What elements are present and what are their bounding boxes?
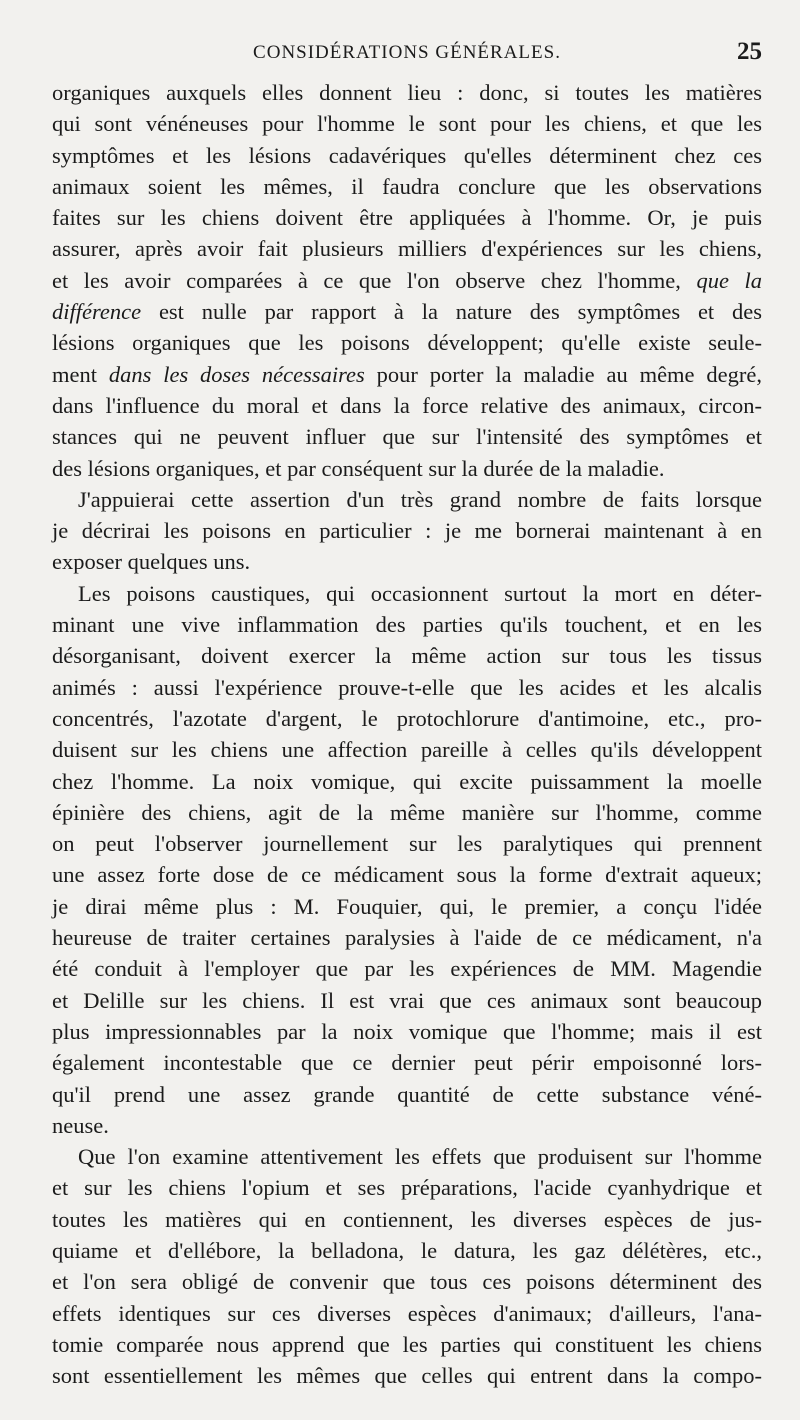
text-line	[52, 640, 762, 671]
text-line	[52, 985, 762, 1016]
text-segment: lésions organiques que les poisons développent; qu'elle existe seule-	[52, 330, 762, 356]
text-segment: été conduit à l'employer que par les expériences de MM. Magendie	[52, 956, 762, 982]
text-line	[52, 953, 762, 984]
text-line	[52, 265, 762, 296]
text-segment: également incontestable que ce dernier peut périr empoisonné lors-	[52, 1050, 762, 1076]
text-segment: dans l'influence du moral et dans la force relative des animaux, circon-	[52, 392, 762, 418]
text-line	[52, 546, 762, 577]
text-line	[52, 672, 762, 703]
text-segment: symptômes et les lésions cadavériques qu'elles déterminent chez ces	[52, 142, 762, 168]
italic-segment: que la	[696, 267, 762, 293]
text-line	[52, 296, 762, 327]
text-segment: concentrés, l'azotate d'argent, le protochlorure d'antimoine, etc., pro-	[52, 705, 762, 731]
text-segment: minant une vive inflammation des parties qu'ils touchent, et en les	[52, 612, 762, 638]
text-line	[52, 1141, 762, 1172]
text-segment: animaux soient les mêmes, il faudra conclure que les observations	[52, 173, 762, 199]
italic-segment: différence	[52, 299, 142, 325]
text-line	[52, 703, 762, 734]
text-line	[52, 1172, 762, 1203]
text-segment: plus impressionnables par la noix vomique que l'homme; mais il est	[52, 1018, 762, 1044]
text-segment: qu'il prend une assez grande quantité de cette substance véné-	[52, 1081, 762, 1107]
text-line	[52, 1329, 762, 1360]
text-line	[52, 891, 762, 922]
text-segment: est nulle par rapport à la nature des symptômes et des	[141, 299, 762, 325]
text-line	[52, 1266, 762, 1297]
text-segment: des lésions organiques, et par conséquent sur la durée de la maladie.	[52, 455, 665, 481]
text-line	[52, 140, 762, 171]
text-line	[52, 1079, 762, 1110]
text-line	[52, 1298, 762, 1329]
text-line	[52, 327, 762, 358]
text-line	[52, 1204, 762, 1235]
text-line	[52, 108, 762, 139]
text-segment: et Delille sur les chiens. Il est vrai que ces animaux sont beaucoup	[52, 987, 762, 1013]
running-title: CONSIDÉRATIONS GÉNÉRALES.	[253, 42, 561, 63]
text-line	[52, 797, 762, 828]
text-segment: animés : aussi l'expérience prouve-t-elle que les acides et les alcalis	[52, 674, 762, 700]
text-line	[52, 1360, 762, 1391]
text-segment: neuse.	[52, 1112, 109, 1138]
text-segment: sont essentiellement les mêmes que celles qui entrent dans la compo-	[52, 1363, 762, 1389]
text-segment: duisent sur les chiens une affection pareille à celles qu'ils développent	[52, 737, 762, 763]
text-line	[52, 359, 762, 390]
text-line	[52, 484, 762, 515]
text-line	[52, 515, 762, 546]
text-segment: chez l'homme. La noix vomique, qui excite puissamment la moelle	[52, 768, 762, 794]
page-header	[52, 38, 762, 74]
text-line	[52, 390, 762, 421]
text-segment: organiques auxquels elles donnent lieu : donc, si toutes les matières	[52, 80, 762, 105]
text-line	[52, 578, 762, 609]
text-line	[52, 421, 762, 452]
text-segment: effets identiques sur ces diverses espèces d'animaux; d'ailleurs, l'ana-	[52, 1300, 762, 1326]
text-segment: épinière des chiens, agit de la même manière sur l'homme, comme	[52, 799, 762, 825]
text-segment: assurer, après avoir fait plusieurs milliers d'expériences sur les chiens,	[52, 236, 762, 262]
text-line	[52, 453, 762, 484]
text-line	[52, 859, 762, 890]
text-line	[52, 1047, 762, 1078]
text-segment: désorganisant, doivent exercer la même action sur tous les tissus	[52, 643, 762, 669]
text-segment: exposer quelques uns.	[52, 549, 251, 575]
text-line	[52, 766, 762, 797]
text-segment: faites sur les chiens doivent être appliquées à l'homme. Or, je puis	[52, 205, 762, 231]
text-line	[52, 1110, 762, 1141]
page-number: 25	[737, 38, 762, 65]
text-segment: ment	[52, 361, 109, 387]
text-line	[52, 171, 762, 202]
text-segment: on peut l'observer journellement sur les paralytiques qui prennent	[52, 831, 762, 857]
text-segment: Que l'on examine attentivement les effets que produisent sur l'homme	[78, 1144, 762, 1170]
text-segment: toutes les matières qui en contiennent, les diverses espèces de jus-	[52, 1206, 762, 1232]
text-segment: J'appuierai cette assertion d'un très grand nombre de faits lorsque	[78, 486, 762, 512]
text-segment: je dirai même plus : M. Fouquier, qui, le premier, a conçu l'idée	[52, 893, 762, 919]
text-line	[52, 1016, 762, 1047]
text-line	[52, 734, 762, 765]
text-line	[52, 828, 762, 859]
text-line	[52, 609, 762, 640]
text-segment: une assez forte dose de ce médicament sous la forme d'extrait aqueux;	[52, 862, 762, 888]
text-line	[52, 77, 762, 108]
text-line	[52, 922, 762, 953]
text-segment: qui sont vénéneuses pour l'homme le sont pour les chiens, et que les	[52, 111, 762, 137]
text-segment: quiame et d'ellébore, la belladona, le datura, les gaz délétères, etc.,	[52, 1237, 762, 1263]
text-segment: stances qui ne peuvent influer que sur l'intensité des symptômes et	[52, 424, 762, 450]
text-segment: tomie comparée nous apprend que les parties qui constituent les chiens	[52, 1331, 762, 1357]
text-segment: Les poisons caustiques, qui occasionnent surtout la mort en déter-	[78, 580, 762, 606]
italic-segment: dans les doses nécessaires	[108, 361, 365, 387]
text-segment: pour porter la maladie au même degré,	[364, 361, 762, 387]
text-segment: et l'on sera obligé de convenir que tous ces poisons déterminent des	[52, 1269, 762, 1295]
text-line	[52, 1235, 762, 1266]
body-text	[52, 77, 762, 1391]
text-line	[52, 202, 762, 233]
text-segment: heureuse de traiter certaines paralysies à l'aide de ce médicament, n'a	[52, 925, 762, 951]
text-line	[52, 233, 762, 264]
text-segment: je décrirai les poisons en particulier : je me bornerai maintenant à en	[52, 518, 762, 544]
text-segment: et sur les chiens l'opium et ses préparations, l'acide cyanhydrique et	[52, 1175, 762, 1201]
text-segment: et les avoir comparées à ce que l'on observe chez l'homme,	[52, 267, 697, 293]
